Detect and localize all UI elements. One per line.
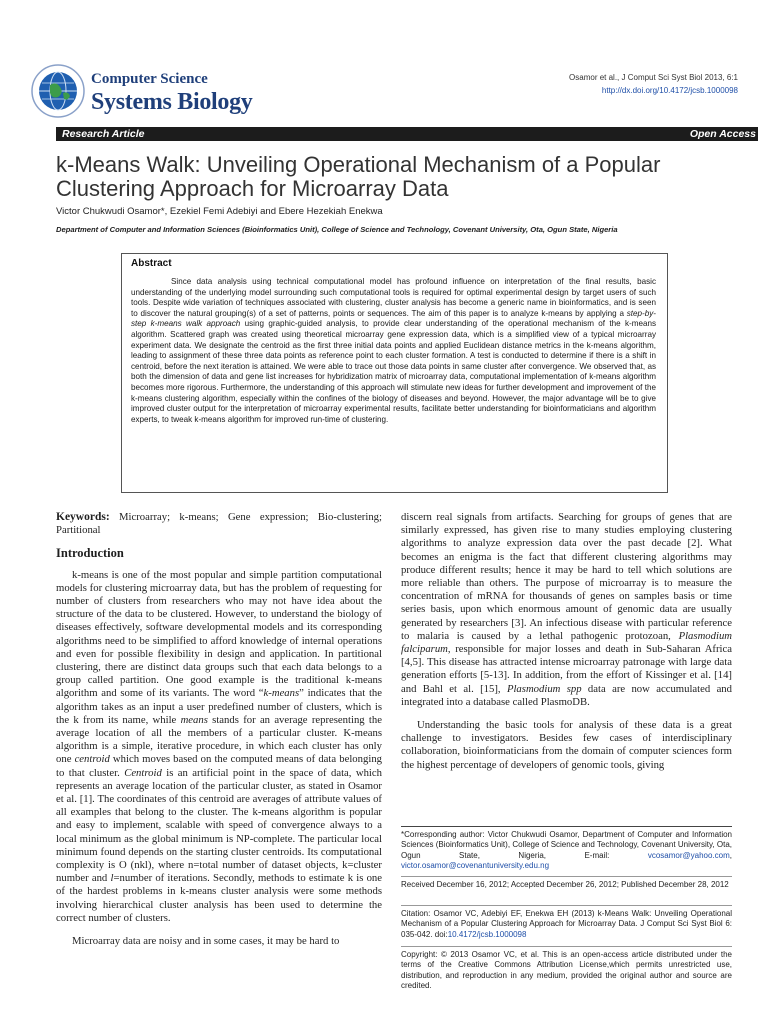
intro-p1-italic-4: Centroid (124, 766, 162, 779)
intro-p1-italic-3: centroid (74, 753, 110, 766)
intro-p1-f: =number of iterations. Secondly, methods to estimate k is one of the hardest problems in k-means cluster analysis were some methods involving hierarchical cluster analysis has been used to determine the correct number of clusters. (56, 872, 382, 924)
corresponding-author-note (401, 830, 732, 872)
copyright-note: Copyright: © 2013 Osamor VC, et al. This is an open-access article distributed under the terms of the Creative Commons Attribution License,which permits unrestricted use, distribution, and reproduction in any medium, provided the original author and source are credited. (401, 950, 732, 991)
right-p1-italic-1: Plasmodium falciparum (401, 629, 732, 656)
email-link-1[interactable]: vcosamor@yahoo.com (647, 850, 730, 860)
abstract-body (131, 277, 656, 425)
abstract-heading: Abstract (131, 258, 172, 269)
divider-copyright (401, 946, 732, 947)
keywords-label: Keywords: (56, 511, 110, 523)
journal-name-line1: Computer Science (91, 71, 208, 87)
intro-p1-d: which moves based on the computed means of data belonging to that cluster. (56, 753, 383, 779)
header-citation: Osamor et al., J Comput Sci Syst Biol 2013, 6:1 (569, 73, 738, 82)
citation-note (401, 909, 732, 940)
globe-logo-icon (30, 63, 86, 119)
intro-p1-italic-5: l (110, 872, 114, 885)
abstract-text-a: Since data analysis using technical computational model has profound influence on interpretation of the final results, basic understanding of the underlying model surrounding such computational tools is required for optimal experimental design by target users of such tools. Despite wide variation of techniques associated with clustering, cluster analysis has become a generic name in bioinformatics, and is seen to discover the natural grouping(s) of a set of patterns, points or sequences. The aim of this paper is to analyze k-means by applying a (131, 277, 656, 318)
right-p1-c: data are now accumulated and integrated into a database called PlasmoDB. (401, 682, 732, 708)
header-doi-link[interactable]: http://dx.doi.org/10.4172/jcsb.1000098 (601, 86, 738, 95)
right-p1-a: discern real signals from artifacts. Searching for groups of genes that are similarly expressed, has given rise to many studies employing clustering algorithms to analyze expression data over the past decade [2]. What becomes an enigma is the fact that different clustering algorithms may produce different results; hence it may be hard to tell which solutions are more reliable than others. The purpose of microarray is to measure the concentration of mRNA for thousands of genes on samples basis or time series basis, upon which enormous amount of genomic data are usually generated by researchers [3]. An infectious disease with particular reference to malaria is caused by a lethal pathogenic protozoan, (401, 511, 732, 642)
divider-citation (401, 905, 732, 906)
footnote-divider (401, 826, 732, 827)
journal-name-line2: Systems Biology (91, 89, 253, 115)
right-p1-b: , responsible for major losses and death in Sub-Saharan Africa [4,5]. This disease has attracted intense microarray patronage with large data generation efforts [5-13]. In addition, from the effort of Kissinger et al. [14] and Bahl et al. [15], (401, 643, 732, 695)
open-access-label: Open Access (689, 128, 756, 140)
right-paragraph-1 (401, 511, 732, 709)
intro-paragraph-2: Microarray data are noisy and in some cases, it may be hard to (72, 935, 340, 948)
intro-p1-b: ” indicates that the algorithm takes as an input a user predefined number of clusters, which is the k from its name, while (56, 687, 382, 726)
right-paragraph-2: Understanding the basic tools for analysis of these data is a great challenge to investigators. Besides few cases of interdisciplinary collaboration, bioinformaticians from the domain of computer sciences form the highest percentage of developers of genomic tools, giving (401, 719, 732, 771)
intro-p1-e: is an artificial point in the space of data, which represents an average location of the particular cluster, as stated in Osamor et al. [1]. The coordinates of this centroid are averages of attribute values of all examples that belong to the cluster. The k-means algorithm is popular and easy to implement, scalable with speed of convergence always to a local minimum as the global minimum is NP-complete. The particular local minimum found depends on the starting cluster centroids. Its computational complexity is O (nkl), where n=total number of dataset objects, k=cluster number and (56, 766, 382, 885)
received-dates: Received December 16, 2012; Accepted December 26, 2012; Published December 28, 2012 (401, 880, 729, 889)
intro-p1-c: stands for an average representing the average location of all the members of a particular cluster. K-means algorithm is a simple, iterative procedure, in which each cluster has only one (56, 713, 382, 766)
corr-author-text: *Corresponding author: Victor Chukwudi Osamor, Department of Computer and Information Sciences (Bioinformatics Unit), College of Science and Technology, Covenant University, Ota, Ogun State, Nigeria, E-mail: (401, 830, 732, 860)
intro-p1-a: k-means is one of the most popular and simple partition computational models for clustering microarray data, but has the problem of requesting for number of clusters from researchers who may not have idea about the structure of the data to be clustered. However, to understand the biology of diseases effectively, software developmental models and its corresponding algorithms need to be simplified to afford knowledge of internal operations and even for possible flexibility in design and application. In partitional clustering, there are distinct data groups such that each data belongs to a group called partition. One good example is the traditional k-means algorithm and some of its variants. The word “ (56, 568, 382, 700)
journal-logo (30, 63, 86, 119)
abstract-text-italic: step-by-step k-means walk approach (131, 308, 656, 329)
abstract-text-b: using graphic-guided analysis, to provide clear understanding of the operational mechanism of the k-means algorithm. Scattered graph was created using theoretical microarray gene expression data, which is a simplified view of a typical microarray experiment data. We designate the centroid as the first three initial data points and applied Euclidean distance metrics in the k-means algorithm, leading to assignment of these three data points as reference point to each cluster formation. A test is conducted to determine if there is a shift in centroid, before the next iteration is attained. We were able to trace out those data points in same cluster after convergence. We observed that, as both the dimension of data and gene list increases for hybridization matrix of microarray data, computational implementation of k-means algorithm becomes more rigorous. Furthermore, the understanding of this approach will stimulate new ideas for further development and improvement of the k-means clustering algorithm, especially within the confines of the biology of diseases and beyond. However, the major advantage will be to give improved cluster output for the interpretation of microarray experimental results, facilitate better understanding for bioinformaticians and algorithm experts, to tweak k-means algorithm for improved run-time of clustering. (131, 319, 656, 424)
right-column (401, 511, 732, 772)
keywords-text: Microarray; k-means; Gene expression; Bio-clustering; Partitional (56, 511, 382, 537)
intro-p1-italic-2: means (180, 713, 208, 726)
article-type-label: Research Article (62, 128, 145, 140)
keywords (56, 511, 382, 537)
intro-paragraph-1 (56, 569, 382, 925)
email-separator: , (729, 850, 732, 860)
left-column (56, 511, 382, 948)
citation-doi-link[interactable]: 10.4172/jcsb.1000098 (447, 929, 527, 939)
right-p1-italic-2: Plasmodium spp (506, 682, 582, 695)
affiliation: Department of Computer and Information Sciences (Bioinformatics Unit), College of Science and Technology, Covenant University, Ota, Ogun State, Nigeria (56, 225, 618, 234)
email-link-2[interactable]: victor.osamor@covenantuniversity.edu.ng (401, 861, 550, 871)
introduction-heading: Introduction (56, 546, 124, 561)
intro-p1-italic-1: k-means (263, 687, 300, 700)
article-type-banner (56, 127, 758, 141)
citation-text: Citation: Osamor VC, Adebiyi EF, Enekwa EH (2013) k-Means Walk: Unveiling Operational Mechanism of a Popular Clustering Approach for Microarray Data. J Comput Sci Syst Biol 6: 035-042. doi: (401, 909, 732, 939)
author-list: Victor Chukwudi Osamor*, Ezekiel Femi Adebiyi and Ebere Hezekiah Enekwa (56, 206, 383, 217)
divider-received (401, 876, 732, 877)
article-title: k-Means Walk: Unveiling Operational Mechanism of a Popular Clustering Approach for Microarray Data (56, 152, 661, 201)
